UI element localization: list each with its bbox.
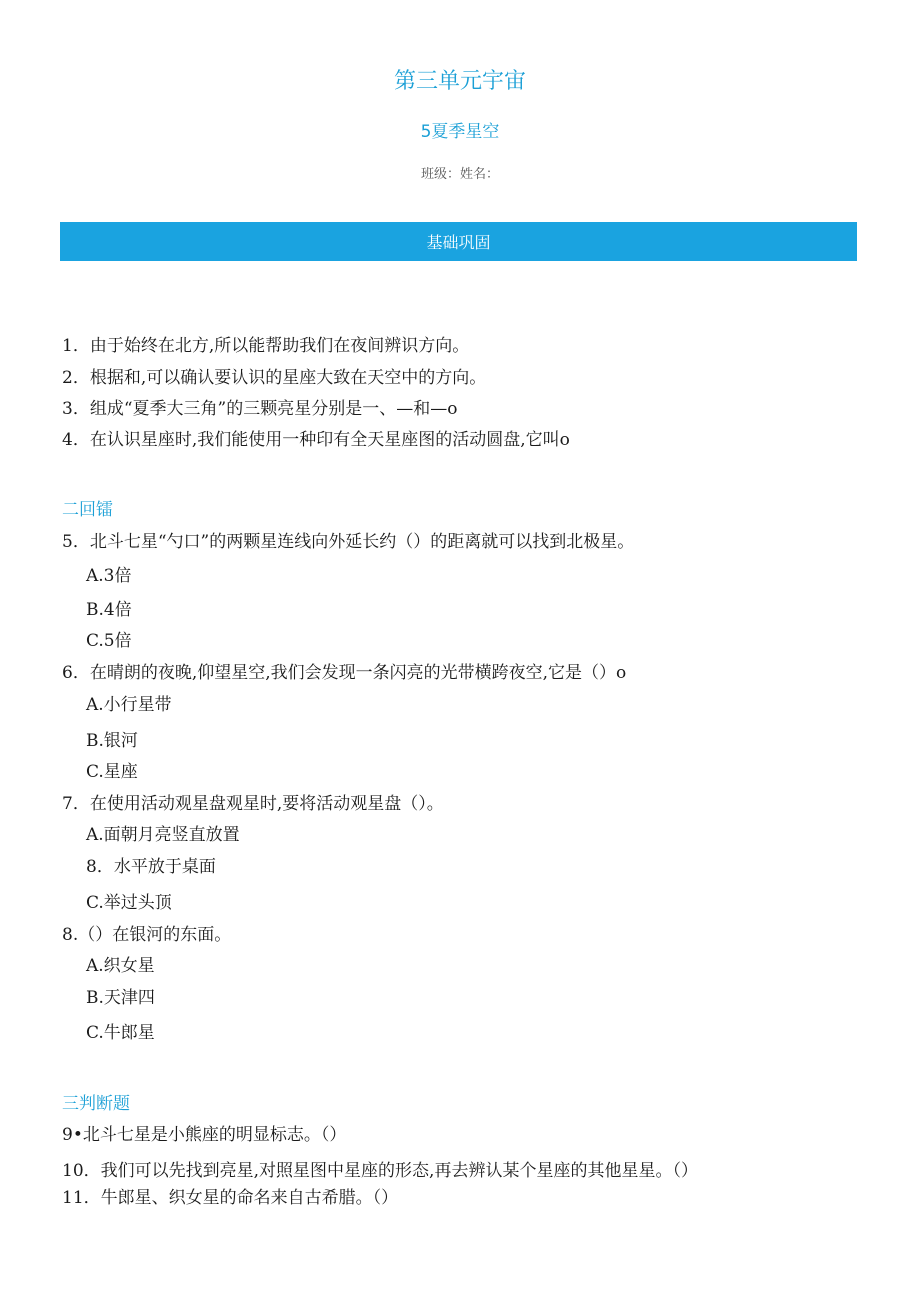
q6-option-c: C.星座	[86, 762, 138, 782]
q5-option-b: B.4倍	[86, 600, 132, 620]
q6-option-b: B.银河	[86, 731, 138, 751]
q7-option-c: C.举过头顶	[86, 893, 172, 913]
q7-option-b: 8．水平放于桌面	[86, 857, 216, 877]
q7-option-a: A.面朝月亮竖直放置	[86, 825, 240, 845]
section-3-heading: 三判断题	[62, 1094, 130, 1114]
q5-option-a: A.3倍	[86, 566, 132, 586]
question-3: 3．组成“夏季大三角”的三颗亮星分别是一、—和—o	[62, 399, 458, 419]
page-title: 第三单元宇宙	[393, 69, 526, 94]
q6-option-a: A.小行星带	[86, 695, 172, 715]
question-7: 7．在使用活动观星盘观星时,要将活动观星盘（）。	[62, 794, 444, 814]
question-11: 11．牛郎星、织女星的命名来自古希腊。（）	[62, 1188, 399, 1208]
banner-label: 基础巩固	[426, 233, 491, 252]
question-5: 5．北斗七星“勺口”的两颗星连线向外延长约（）的距离就可以找到北极星。	[62, 532, 635, 552]
question-9: 9•北斗七星是小熊座的明显标志。（）	[62, 1125, 347, 1145]
q5-option-c: C.5倍	[86, 631, 132, 651]
class-name-line: 班级：姓名：	[420, 167, 499, 182]
lesson-subtitle: 5夏季星空	[420, 122, 500, 142]
question-10: 10．我们可以先找到亮星,对照星图中星座的形态,再去辨认某个星座的其他星星。（）	[62, 1161, 698, 1181]
section-2-heading: 二回镭	[62, 500, 113, 520]
q8-option-a: A.织女星	[86, 956, 155, 976]
question-6: 6．在晴朗的夜晚,仰望星空,我们会发现一条闪亮的光带横跨夜空,它是（）o	[62, 663, 627, 683]
q8-option-c: C.牛郎星	[86, 1023, 155, 1043]
q8-option-b: B.天津四	[86, 988, 155, 1008]
question-4: 4．在认识星座时,我们能使用一种印有全天星座图的活动圆盘,它叫o	[62, 430, 570, 450]
question-1: 1．由于始终在北方,所以能帮助我们在夜间辨识方向。	[62, 336, 470, 356]
question-2: 2．根据和,可以确认要认识的星座大致在天空中的方向。	[62, 368, 487, 388]
question-8: 8.（）在银河的东面。	[62, 925, 232, 945]
section-banner	[60, 222, 857, 261]
